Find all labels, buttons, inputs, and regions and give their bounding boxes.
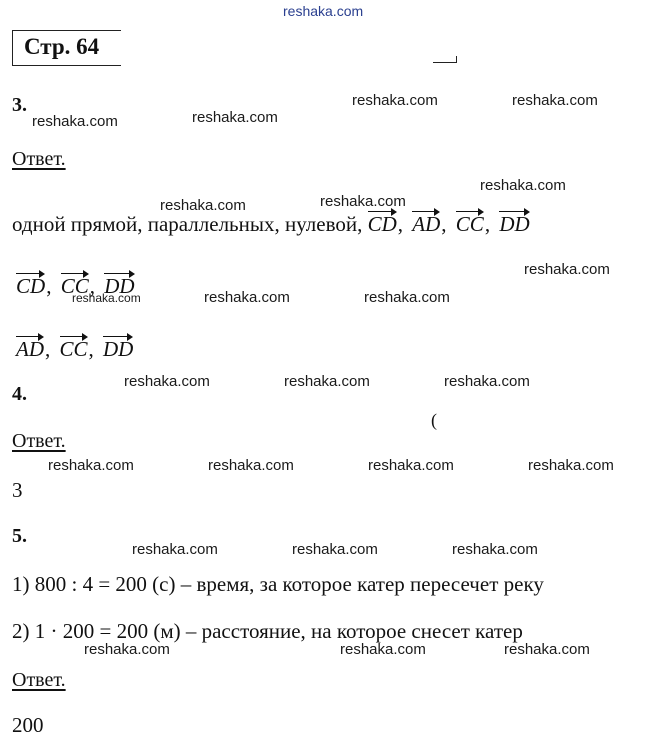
task-5-number: 5. (12, 525, 27, 547)
corner-mark-tick (456, 56, 457, 63)
watermark: reshaka.com (48, 457, 134, 474)
vector: CD (368, 206, 397, 237)
watermark: reshaka.com (84, 641, 170, 658)
task-5-step-1 (12, 572, 544, 597)
watermark: reshaka.com (352, 92, 438, 109)
watermark: reshaka.com (284, 373, 370, 390)
watermark: reshaka.com (364, 289, 450, 306)
vector: CC (61, 268, 89, 299)
watermark: reshaka.com (452, 541, 538, 558)
step-number: 2) (12, 619, 30, 643)
watermark: reshaka.com (504, 641, 590, 658)
step-text: 1 · 200 = 200 (м) – расстояние, на которое снесет катер (34, 619, 523, 643)
watermark: reshaka.com (192, 109, 278, 126)
step-number: 1) (12, 572, 30, 596)
vector: AD (412, 206, 440, 237)
site-header[interactable]: reshaka.com (283, 3, 364, 19)
page-title: Стр. 64 (24, 34, 100, 59)
watermark: reshaka.com (368, 457, 454, 474)
task-3-answer-line-1: одной прямой, параллельных, нулевой, CD, AD, CC, DD (12, 206, 530, 237)
task-3-answer-words: одной прямой, параллельных, нулевой, (12, 212, 363, 236)
vector: DD (103, 331, 133, 362)
watermark: reshaka.com (32, 113, 118, 130)
watermark: reshaka.com (320, 193, 406, 210)
watermark: reshaka.com (160, 197, 246, 214)
watermark: reshaka.com (124, 373, 210, 390)
watermark: reshaka.com (340, 641, 426, 658)
task-3-number: 3. (12, 94, 27, 116)
step-text: 800 : 4 = 200 (с) – время, за которое катер пересечет реку (34, 572, 544, 596)
vector: CC (60, 331, 88, 362)
watermark: reshaka.com (512, 92, 598, 109)
vector: DD (499, 206, 529, 237)
stray-mark: ( (431, 410, 437, 430)
vector: CD (16, 268, 45, 299)
vector: AD (16, 331, 44, 362)
watermark: reshaka.com (208, 457, 294, 474)
task-3-answer-line-2: CD, CC, DD (16, 268, 135, 299)
task-4-number: 4. (12, 383, 27, 405)
task-4-answer-label: Ответ. (12, 430, 66, 452)
watermark: reshaka.com (132, 541, 218, 558)
watermark: reshaka.com (204, 289, 290, 306)
vector: CC (456, 206, 484, 237)
watermark: reshaka.com (524, 261, 610, 278)
task-3-answer-line-3: AD, CC, DD (16, 331, 133, 362)
task-4-answer: 3 (12, 478, 23, 502)
watermark: reshaka.com (292, 541, 378, 558)
watermark: reshaka.com (444, 373, 530, 390)
corner-mark (433, 62, 457, 63)
watermark: reshaka.com (480, 177, 566, 194)
task-3-answer-label: Ответ. (12, 148, 66, 170)
vector: DD (104, 268, 134, 299)
task-5-answer-label: Ответ. (12, 669, 66, 691)
watermark: reshaka.com (528, 457, 614, 474)
task-5-answer: 200 (12, 713, 44, 737)
watermark: reshaka.com (72, 291, 141, 305)
